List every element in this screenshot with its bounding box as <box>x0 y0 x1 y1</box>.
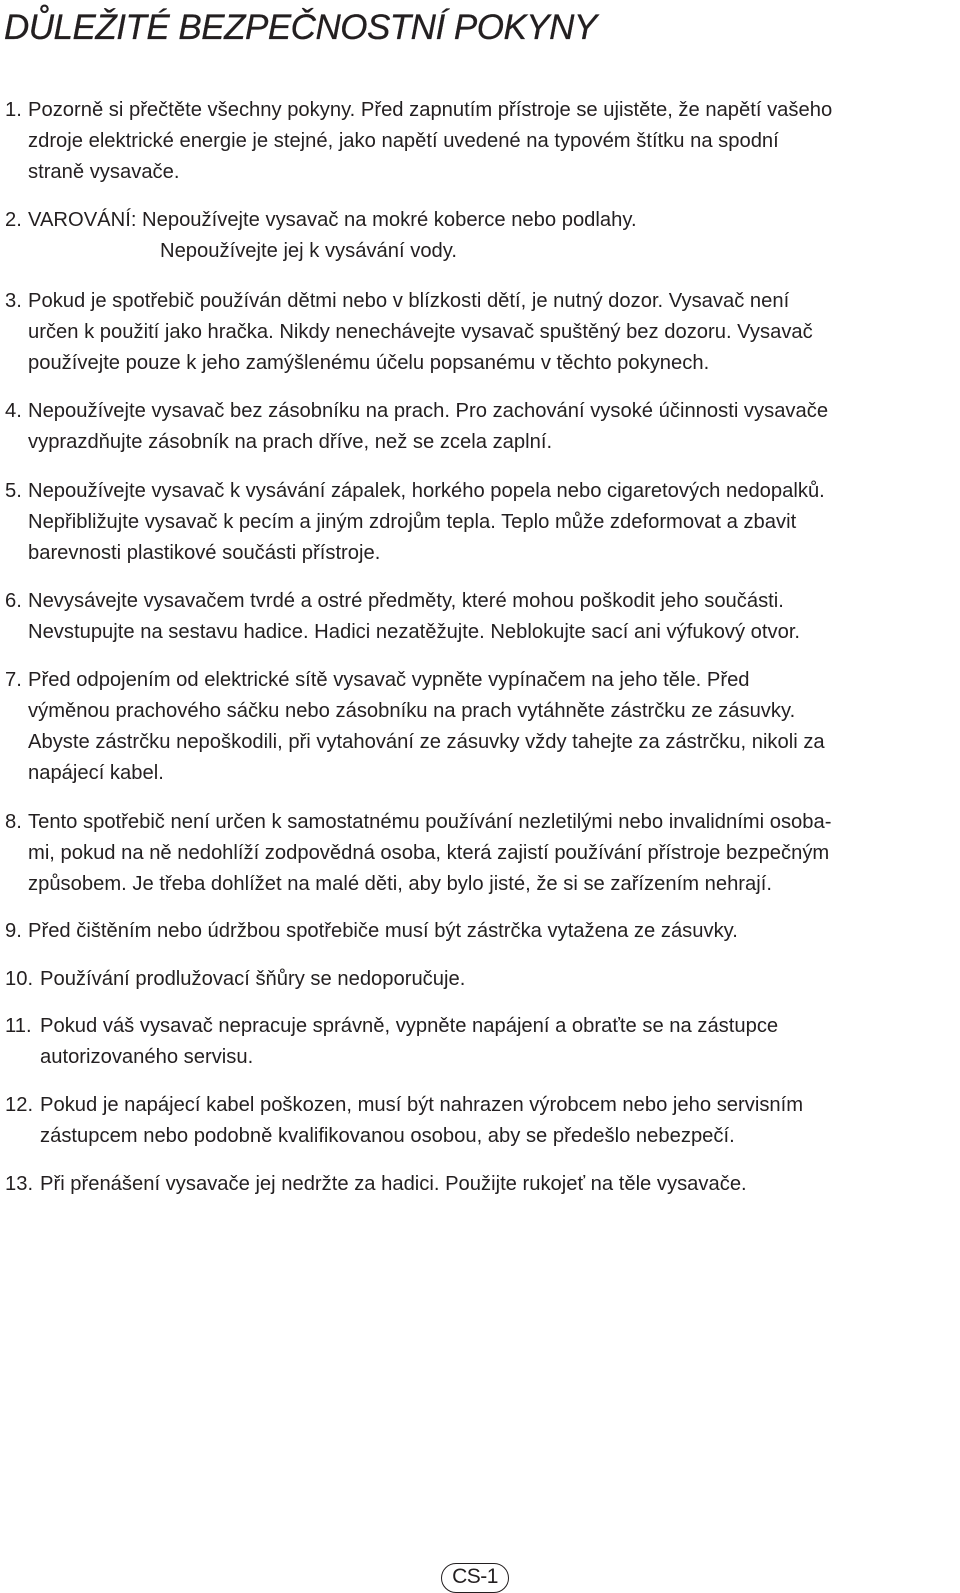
item-line: určen k použití jako hračka. Nikdy nenechávejte vysavač spuštěný bez dozoru. Vysavač <box>28 321 813 343</box>
item-line: Pokud je spotřebič používán dětmi nebo v blízkosti dětí, je nutný dozor. Vysavač není <box>28 290 790 312</box>
instruction-item-8 <box>0 807 956 900</box>
item-line: vyprazdňujte zásobník na prach dříve, než se zcela zaplní. <box>28 431 553 453</box>
instruction-item-3 <box>0 286 956 379</box>
item-number: 2. <box>5 209 22 231</box>
item-number: 10. <box>5 968 34 990</box>
item-line: mi, pokud na ně nedohlíží zodpovědná osoba, která zajistí používání přístroje bezpečným <box>28 842 830 864</box>
instruction-item-2 <box>0 205 956 267</box>
item-line: VAROVÁNÍ: Nepoužívejte vysavač na mokré koberce nebo podlahy. <box>28 209 637 231</box>
instruction-item-13 <box>0 1169 956 1200</box>
item-line: Nevstupujte na sestavu hadice. Hadici nezatěžujte. Neblokujte sací ani výfukový otvor. <box>28 621 801 643</box>
document-title: DŮLEŽITÉ BEZPEČNOSTNÍ POKYNY <box>4 8 597 47</box>
item-line: zdroje elektrické energie je stejné, jako napětí uvedené na typovém štítku na spodní <box>28 130 779 152</box>
item-number: 12. <box>5 1094 34 1116</box>
item-number: 1. <box>5 99 22 121</box>
item-line: straně vysavače. <box>28 161 180 183</box>
item-line: způsobem. Je třeba dohlížet na malé děti, aby bylo jisté, že si se zařízením nehrají. <box>28 873 772 895</box>
instruction-item-6 <box>0 586 956 648</box>
item-line: Nepřibližujte vysavač k pecím a jiným zdrojům tepla. Teplo může zdeformovat a zbavit <box>28 511 797 533</box>
item-number: 7. <box>5 669 22 691</box>
item-line: používejte pouze k jeho zamýšlenému účelu popsanému v těchto pokynech. <box>28 352 710 374</box>
item-number: 8. <box>5 811 22 833</box>
item-number: 4. <box>5 400 22 422</box>
item-line: Nepoužívejte jej k vysávání vody. <box>160 240 457 262</box>
item-number: 11. <box>5 1015 32 1037</box>
item-number: 9. <box>5 920 22 942</box>
item-line: Nepoužívejte vysavač k vysávání zápalek, horkého popela nebo cigaretových nedopalků. <box>28 480 825 502</box>
item-number: 13. <box>5 1173 34 1195</box>
instruction-item-1 <box>0 95 956 188</box>
item-line: Tento spotřebič není určen k samostatnému používání nezletilými nebo invalidními osoba- <box>28 811 832 833</box>
item-line: napájecí kabel. <box>28 762 164 784</box>
item-line: výměnou prachového sáčku nebo zásobníku na prach vytáhněte zástrčku ze zásuvky. <box>28 700 796 722</box>
item-line: Pokud váš vysavač nepracuje správně, vypněte napájení a obraťte se na zástupce <box>40 1015 779 1037</box>
page-number-badge: CS-1 <box>441 1563 509 1593</box>
item-line: Nepoužívejte vysavač bez zásobníku na prach. Pro zachování vysoké účinnosti vysavače <box>28 400 829 422</box>
item-line: autorizovaného servisu. <box>40 1046 254 1068</box>
instruction-item-9 <box>0 916 956 947</box>
instruction-item-11 <box>0 1011 956 1073</box>
item-number: 5. <box>5 480 22 502</box>
item-line: Pozorně si přečtěte všechny pokyny. Před zapnutím přístroje se ujistěte, že napětí vašeho <box>28 99 833 121</box>
item-line: Před odpojením od elektrické sítě vysavač vypněte vypínačem na jeho těle. Před <box>28 669 750 691</box>
item-line: barevnosti plastikové součásti přístroje. <box>28 542 381 564</box>
instruction-item-4 <box>0 396 956 458</box>
instruction-item-10 <box>0 964 956 995</box>
item-line: Pokud je napájecí kabel poškozen, musí být nahrazen výrobcem nebo jeho servisním <box>40 1094 804 1116</box>
instruction-item-12 <box>0 1090 956 1152</box>
item-line: Nevysávejte vysavačem tvrdé a ostré předměty, které mohou poškodit jeho součásti. <box>28 590 784 612</box>
item-line: Před čištěním nebo údržbou spotřebiče musí být zástrčka vytažena ze zásuvky. <box>28 920 738 942</box>
instruction-item-7 <box>0 665 956 789</box>
item-number: 3. <box>5 290 22 312</box>
item-line: Při přenášení vysavače jej nedržte za hadici. Použijte rukojeť na těle vysavače. <box>40 1173 747 1195</box>
item-line: zástupcem nebo podobně kvalifikovanou osobou, aby se předešlo nebezpečí. <box>40 1125 735 1147</box>
item-line: Abyste zástrčku nepoškodili, při vytahování ze zásuvky vždy tahejte za zástrčku, nikoli za <box>28 731 825 753</box>
instruction-item-5 <box>0 476 956 569</box>
item-number: 6. <box>5 590 22 612</box>
item-line: Používání prodlužovací šňůry se nedoporučuje. <box>40 968 466 990</box>
